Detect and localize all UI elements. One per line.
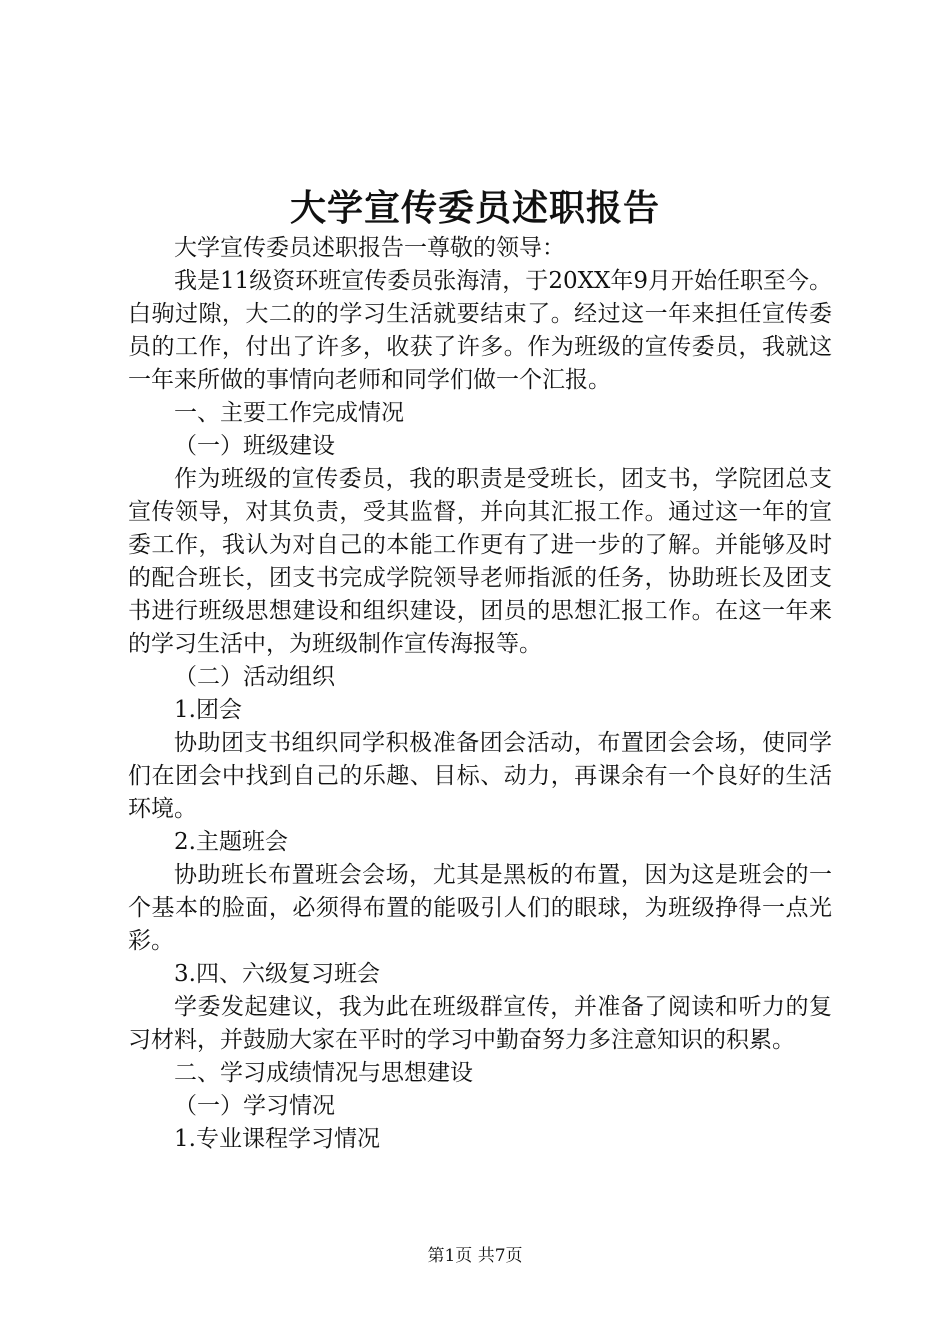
heading-section-1: 一、主要工作完成情况	[174, 400, 404, 426]
page-title: 大学宣传委员述职报告	[289, 187, 660, 229]
heading-subsection-activities: （二）活动组织	[174, 664, 335, 690]
paragraph-class-building: 作为班级的宣传委员，我的职责是受班长，团支书，学院团总支宣传领导，对其负责，受其监督，并向其汇报工作。通过这一年的宣委工作，我认为对自己的本能工作更有了进一步的了解。并能够及时的配合班长，团支书完成学院领导老师指派的任务，协助班长及团支书进行班级思想建设和组织建设，团员的思想汇报工作。在这一年来的学习生活中，为班级制作宣传海报等。	[128, 466, 832, 657]
paragraph-league-meeting: 协助团支书组织同学积极准备团会活动，布置团会会场，使同学们在团会中找到自己的乐趣、目标、动力，再课余有一个良好的生活环境。	[128, 730, 832, 822]
paragraph-salutation: 大学宣传委员述职报告一尊敬的领导：	[174, 235, 565, 261]
heading-subsection-class-building: （一）班级建设	[174, 433, 335, 459]
heading-item-cet-review: 3.四、六级复习班会	[174, 961, 380, 987]
document-body	[128, 232, 832, 1156]
heading-subsection-study: （一）学习情况	[174, 1093, 335, 1119]
heading-item-theme-meeting: 2.主题班会	[174, 829, 288, 855]
heading-section-2: 二、学习成绩情况与思想建设	[174, 1060, 473, 1086]
heading-item-major-courses: 1.专业课程学习情况	[174, 1126, 380, 1152]
page-footer: 第1页 共7页	[427, 1246, 523, 1266]
paragraph-theme-meeting: 协助班长布置班会会场，尤其是黑板的布置，因为这是班会的一个基本的脸面，必须得布置的能吸引人们的眼球，为班级挣得一点光彩。	[128, 862, 832, 954]
paragraph-intro: 我是11级资环班宣传委员张海清，于20XX年9月开始任职至今。白驹过隙，大二的的学习生活就要结束了。经过这一年来担任宣传委员的工作，付出了许多，收获了许多。作为班级的宣传委员，我就这一年来所做的事情向老师和同学们做一个汇报。	[128, 268, 832, 393]
heading-item-league-meeting: 1.团会	[174, 697, 242, 723]
paragraph-cet-review: 学委发起建议，我为此在班级群宣传，并准备了阅读和听力的复习材料，并鼓励大家在平时的学习中勤奋努力多注意知识的积累。	[128, 994, 832, 1053]
